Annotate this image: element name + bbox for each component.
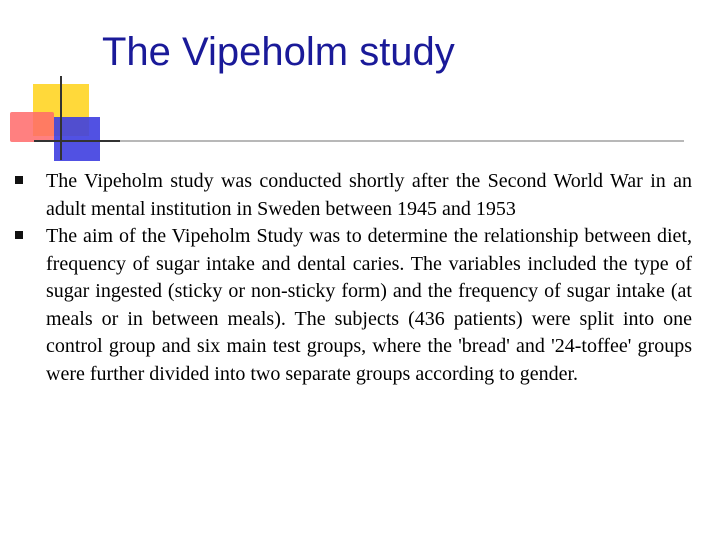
slide-title: The Vipeholm study bbox=[102, 30, 455, 74]
decorative-red-square bbox=[10, 112, 54, 142]
square-bullet-icon bbox=[15, 231, 23, 239]
bullet-list bbox=[46, 168, 692, 388]
square-bullet-icon bbox=[15, 176, 23, 184]
bullet-text: The Vipeholm study was conducted shortly after the Second World War in an adult mental institution in Sweden between 1945 and 1953 bbox=[46, 170, 692, 220]
bullet-item bbox=[46, 223, 692, 388]
bullet-text: The aim of the Vipeholm Study was to determine the relationship between diet, frequency of sugar intake and dental caries. The variables included the type of sugar ingested (sticky or non-sticky form) and the frequency of sugar intake (at meals or in between meals). The subjects (436 patients) were split into one control group and six main test groups, where the 'bread' and '24-toffee' groups were further divided into two separate groups according to gender. bbox=[46, 225, 692, 385]
decorative-vertical-line bbox=[60, 76, 62, 160]
bullet-item bbox=[46, 168, 692, 223]
decorative-horizontal-line bbox=[34, 140, 124, 142]
title-divider-line bbox=[120, 140, 684, 142]
